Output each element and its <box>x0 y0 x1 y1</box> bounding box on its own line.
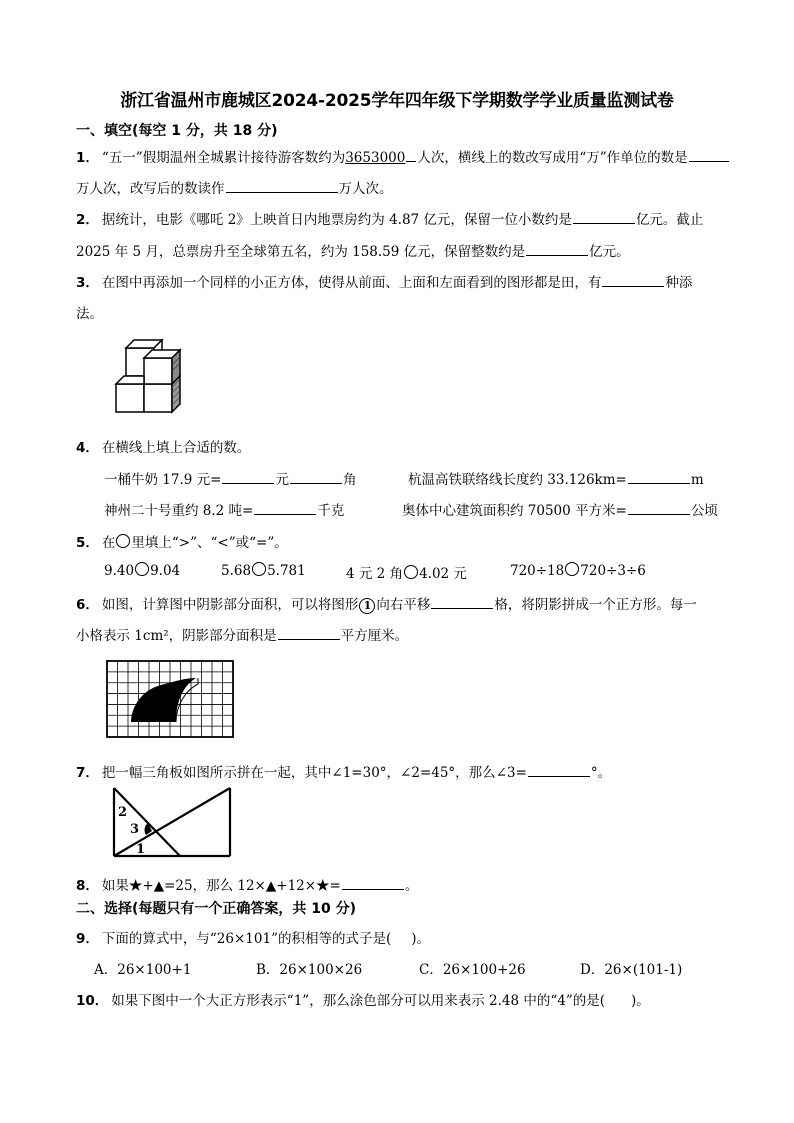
question-2-line-1 <box>76 208 703 228</box>
question-number: 6． <box>76 597 99 613</box>
question-number: 10． <box>76 993 109 1009</box>
question-number: 5． <box>76 535 99 551</box>
cube-figure <box>112 336 184 420</box>
question-text: 亿元。 <box>589 244 630 260</box>
question-text: )。 <box>411 931 431 947</box>
blank-circle[interactable] <box>135 562 149 576</box>
underline <box>406 147 416 162</box>
question-number: 9． <box>76 931 99 947</box>
question-text: 据统计，电影《哪吒 2》上映首日内地票房约为 4.87 亿元，保留一位小数约是 <box>101 212 572 228</box>
answer-blank[interactable] <box>278 625 340 640</box>
circled-number: 1 <box>359 598 375 614</box>
question-text: 把一幅三角板如图所示拼在一起，其中∠1=30°，∠2=45°，那么∠3= <box>101 765 527 781</box>
question-text: 如果★+▲=25，那么 12×▲+12×★= <box>101 878 341 894</box>
question-10-line-1 <box>76 989 650 1009</box>
angle-label-3: 3 <box>130 822 140 837</box>
question-4-row-1a <box>104 468 356 488</box>
option-a[interactable]: A．26×100+1 <box>94 962 192 978</box>
question-3-line-1 <box>76 271 692 291</box>
question-text: 下面的算式中，与“26×101”的积相等的式子是( <box>101 931 392 947</box>
question-text: 里填上“>”、“<”或“=”。 <box>131 535 288 551</box>
answer-blank[interactable] <box>528 762 590 777</box>
question-3-line-2 <box>76 302 103 322</box>
question-text: 神州二十号重约 8.2 吨= <box>104 503 254 519</box>
compare-left: 4 元 2 角 <box>346 566 404 582</box>
unit-label: 角 <box>342 472 357 488</box>
angle-label-2: 2 <box>118 805 128 820</box>
question-number: 1． <box>76 150 99 166</box>
section-fill-in: 一、填空(每空 1 分，共 18 分) <box>76 123 278 139</box>
blank-circle[interactable] <box>565 562 579 576</box>
compare-left: 5.68 <box>221 563 252 579</box>
question-text: 2025 年 5 月，总票房升至全球第五名，约为 158.59 亿元，保留整数约是 <box>76 244 526 260</box>
compare-left: 9.40 <box>104 563 135 579</box>
answer-blank[interactable] <box>526 241 588 256</box>
question-4-line-1 <box>76 436 250 456</box>
answer-blank[interactable] <box>689 147 729 162</box>
question-text: 法。 <box>76 306 103 322</box>
option-c[interactable]: C．26×100+26 <box>419 962 526 978</box>
question-8-line-1 <box>76 874 418 894</box>
answer-blank[interactable] <box>628 500 690 515</box>
question-text: 。 <box>404 878 419 894</box>
question-number: 2． <box>76 212 99 228</box>
question-number: 8． <box>76 878 99 894</box>
question-4-row-1b <box>408 468 704 488</box>
answer-blank[interactable] <box>254 500 316 515</box>
question-1-line-1 <box>76 146 730 166</box>
answer-blank[interactable] <box>342 875 404 890</box>
question-text: 种添 <box>665 275 693 291</box>
question-5-comparison-2 <box>221 562 306 579</box>
option-d[interactable]: D．26×(101-1) <box>580 962 683 978</box>
question-4-row-2a <box>104 499 344 519</box>
question-number: 4． <box>76 440 99 456</box>
question-text: )。 <box>631 993 650 1009</box>
underlined-number: 3653000 <box>345 150 406 166</box>
question-7-line-1 <box>76 761 611 781</box>
question-1-line-2 <box>76 177 393 197</box>
unit-label: m <box>690 472 704 488</box>
question-text: 小格表示 1cm²，阴影部分面积是 <box>76 628 277 644</box>
answer-blank[interactable] <box>573 209 635 224</box>
question-text: 格，将阴影拼成一个正方形。每一 <box>494 597 697 613</box>
answer-blank[interactable] <box>431 594 493 609</box>
compare-right: 4.02 元 <box>419 566 467 582</box>
answer-blank[interactable] <box>226 178 338 193</box>
triangle-figure <box>108 786 234 862</box>
question-5-comparison-4 <box>510 562 646 579</box>
question-text: 如图，计算图中阴影部分面积，可以将图形 <box>101 597 359 613</box>
question-text: 亿元。截止 <box>635 212 704 228</box>
question-6-line-1 <box>76 593 697 614</box>
question-text: 万人次。 <box>338 181 393 197</box>
question-6-line-2 <box>76 624 408 644</box>
angle-label-1: 1 <box>136 842 146 857</box>
question-4-row-2b <box>402 499 718 519</box>
question-text: 在 <box>101 535 116 551</box>
question-9-line-1 <box>76 927 430 947</box>
question-5-comparison-3 <box>346 562 467 582</box>
blank-circle[interactable] <box>404 565 418 579</box>
question-2-line-2 <box>76 240 630 260</box>
unit-label: 公顷 <box>690 503 718 519</box>
unit-label: 元 <box>275 472 289 488</box>
answer-blank[interactable] <box>628 469 690 484</box>
compare-right: 9.04 <box>150 563 181 579</box>
compare-right: 5.781 <box>267 563 306 579</box>
question-text: °。 <box>590 765 612 781</box>
question-text: 万人次，改写后的数读作 <box>76 181 225 197</box>
compare-left: 720÷18 <box>510 563 565 579</box>
question-text: 在横线上填上合适的数。 <box>101 440 251 456</box>
unit-label: 千克 <box>317 503 345 519</box>
question-text: 奥体中心建筑面积约 70500 平方米= <box>402 503 627 519</box>
answer-blank[interactable] <box>222 469 274 484</box>
section-multiple-choice: 二、选择(每题只有一个正确答案，共 10 分) <box>76 901 357 917</box>
question-text: 一桶牛奶 17.9 元= <box>104 472 222 488</box>
question-text: 如果下图中一个大正方形表示“1”，那么涂色部分可以用来表示 2.48 中的“4”的是( <box>111 993 605 1009</box>
blank-circle[interactable] <box>252 562 266 576</box>
blank-circle[interactable] <box>116 534 130 548</box>
question-number: 3． <box>76 275 99 291</box>
question-5-comparisons <box>104 562 180 579</box>
question-text: 人次，横线上的数改写成用“万”作单位的数是 <box>417 150 688 166</box>
answer-blank[interactable] <box>290 469 342 484</box>
question-text: 在图中再添加一个同样的小正方体，使得从前面、上面和左面看到的图形都是田，有 <box>101 275 602 291</box>
option-b[interactable]: B．26×100×26 <box>256 962 363 978</box>
question-text: 杭温高铁联络线长度约 33.126km= <box>408 472 627 488</box>
answer-blank[interactable] <box>602 272 664 287</box>
page-title: 浙江省温州市鹿城区2024-2025学年四年级下学期数学学业质量监测试卷 <box>120 91 674 111</box>
grid-figure <box>106 660 234 738</box>
question-text: 平方厘米。 <box>340 628 409 644</box>
question-text: “五一”假期温州全城累计接待游客数约为 <box>101 150 346 166</box>
question-text: 向右平移 <box>376 597 431 613</box>
compare-right: 720÷3÷6 <box>580 563 646 579</box>
question-5-line-1 <box>76 531 288 551</box>
question-number: 7． <box>76 765 99 781</box>
